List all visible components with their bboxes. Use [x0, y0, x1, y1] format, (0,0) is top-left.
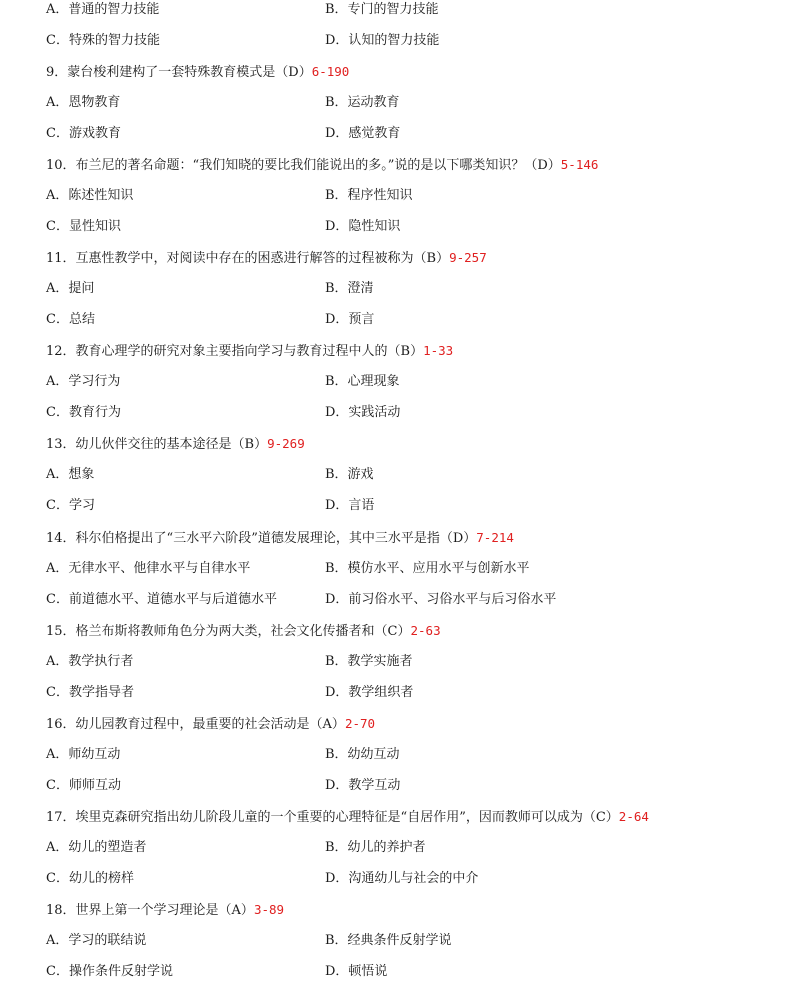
option-row — [0, 217, 791, 237]
option-row — [0, 0, 791, 20]
option-c: C．前道德水平、道德水平与后道德水平 — [46, 592, 277, 607]
option-b: B．幼儿的养护者 — [325, 840, 426, 855]
option-a: A．无律水平、他律水平与自律水平 — [46, 561, 251, 576]
option-c: C．学习 — [46, 498, 95, 513]
option-a: A．幼儿的塑造者 — [46, 840, 147, 855]
option-row — [0, 683, 791, 703]
option-row — [0, 465, 791, 485]
question-stem-row — [0, 434, 791, 454]
option-d: D．教学组织者 — [325, 685, 414, 700]
question-stem — [46, 434, 305, 455]
option-a: A．普通的智力技能 — [46, 2, 160, 17]
page-reference: 9-257 — [449, 250, 487, 265]
option-row — [0, 279, 791, 299]
question-stem-row — [0, 248, 791, 268]
question-stem — [46, 714, 375, 735]
option-row — [0, 186, 791, 206]
option-row — [0, 124, 791, 144]
question-stem — [46, 621, 441, 642]
question-stem-row — [0, 62, 791, 82]
option-row — [0, 652, 791, 672]
option-a: A．提问 — [46, 281, 95, 296]
question-text: 12．教育心理学的研究对象主要指向学习与教育过程中人的（B） — [46, 344, 424, 359]
question-text: 15．格兰布斯将教师角色分为两大类，社会文化传播者和（C） — [46, 624, 411, 639]
option-a: A．教学执行者 — [46, 654, 134, 669]
option-d: D．教学互动 — [325, 778, 401, 793]
option-c: C．幼儿的榜样 — [46, 871, 134, 886]
option-c: C．教育行为 — [46, 405, 121, 420]
question-stem-row — [0, 341, 791, 361]
option-b: B．幼幼互动 — [325, 747, 400, 762]
page-reference: 7-214 — [476, 530, 514, 545]
option-c: C．特殊的智力技能 — [46, 33, 160, 48]
option-b: B．运动教育 — [325, 95, 400, 110]
option-b: B．澄清 — [325, 281, 374, 296]
option-a: A．恩物教育 — [46, 95, 121, 110]
option-d: D．沟通幼儿与社会的中介 — [325, 871, 479, 886]
question-stem-row — [0, 528, 791, 548]
page-reference: 3-89 — [253, 902, 285, 917]
option-d: D．顿悟说 — [325, 964, 388, 979]
page-reference: 5-146 — [560, 157, 599, 172]
question-stem — [46, 248, 487, 269]
option-b: B．经典条件反射学说 — [325, 933, 452, 948]
option-d: D．言语 — [325, 498, 375, 513]
option-c: C．操作条件反射学说 — [46, 964, 173, 979]
option-b: B．模仿水平、应用水平与创新水平 — [325, 561, 530, 576]
option-b: B．程序性知识 — [325, 188, 413, 203]
option-row — [0, 745, 791, 765]
question-stem — [46, 62, 349, 83]
option-row — [0, 403, 791, 423]
question-stem-row — [0, 155, 791, 175]
question-text: 10．布兰尼的著名命题：“我们知晓的要比我们能说出的多。”说的是以下哪类知识？（D） — [46, 158, 561, 173]
option-row — [0, 838, 791, 858]
option-b: B．教学实施者 — [325, 654, 413, 669]
option-a: A．陈述性知识 — [46, 188, 134, 203]
page-reference: 2-63 — [410, 623, 441, 638]
option-c: C．游戏教育 — [46, 126, 121, 141]
question-text: 17．埃里克森研究指出幼儿阶段儿童的一个重要的心理特征是“自居作用”，因而教师可以成为（C） — [46, 810, 619, 825]
option-row — [0, 372, 791, 392]
option-row — [0, 962, 791, 982]
question-text: 13．幼儿伙伴交往的基本途径是（B） — [46, 437, 268, 452]
question-text: 16．幼儿园教育过程中，最重要的社会活动是（A） — [46, 717, 345, 732]
question-stem — [46, 155, 598, 176]
option-d: D．前习俗水平、习俗水平与后习俗水平 — [325, 592, 557, 607]
option-a: A．学习的联结说 — [46, 933, 147, 948]
question-text: 9．蒙台梭利建构了一套特殊教育模式是（D） — [46, 65, 312, 80]
question-stem — [46, 528, 514, 549]
question-stem-row — [0, 621, 791, 641]
option-row — [0, 559, 791, 579]
question-stem — [46, 900, 284, 921]
question-text: 18．世界上第一个学习理论是（A） — [46, 903, 254, 918]
option-row — [0, 93, 791, 113]
option-b: B．专门的智力技能 — [325, 2, 439, 17]
page-reference: 2-70 — [344, 716, 376, 731]
option-row — [0, 776, 791, 796]
option-row — [0, 31, 791, 51]
option-d: D．认知的智力技能 — [325, 33, 440, 48]
option-a: A．想象 — [46, 467, 95, 482]
option-a: A．师幼互动 — [46, 747, 121, 762]
option-row — [0, 310, 791, 330]
option-row — [0, 590, 791, 610]
option-d: D．实践活动 — [325, 405, 401, 420]
option-b: B．心理现象 — [325, 374, 400, 389]
question-stem-row — [0, 900, 791, 920]
option-c: C．师师互动 — [46, 778, 121, 793]
question-stem — [46, 341, 453, 362]
option-d: D．感觉教育 — [325, 126, 401, 141]
option-b: B．游戏 — [325, 467, 374, 482]
option-a: A．学习行为 — [46, 374, 121, 389]
option-row — [0, 869, 791, 889]
option-row — [0, 496, 791, 516]
question-text: 11．互惠性教学中，对阅读中存在的困惑进行解答的过程被称为（B） — [46, 251, 450, 266]
page-reference: 6-190 — [311, 64, 350, 79]
question-stem-row — [0, 807, 791, 827]
page-reference: 2-64 — [618, 809, 649, 824]
page-reference: 9-269 — [267, 436, 305, 451]
option-c: C．总结 — [46, 312, 95, 327]
option-d: D．隐性知识 — [325, 219, 401, 234]
option-d: D．预言 — [325, 312, 375, 327]
question-stem-row — [0, 714, 791, 734]
question-stem — [46, 807, 649, 828]
page-reference: 1-33 — [423, 343, 454, 358]
question-text: 14．科尔伯格提出了“三水平六阶段”道德发展理论，其中三水平是指（D） — [46, 531, 477, 546]
option-row — [0, 931, 791, 951]
option-c: C．显性知识 — [46, 219, 121, 234]
option-c: C．教学指导者 — [46, 685, 134, 700]
